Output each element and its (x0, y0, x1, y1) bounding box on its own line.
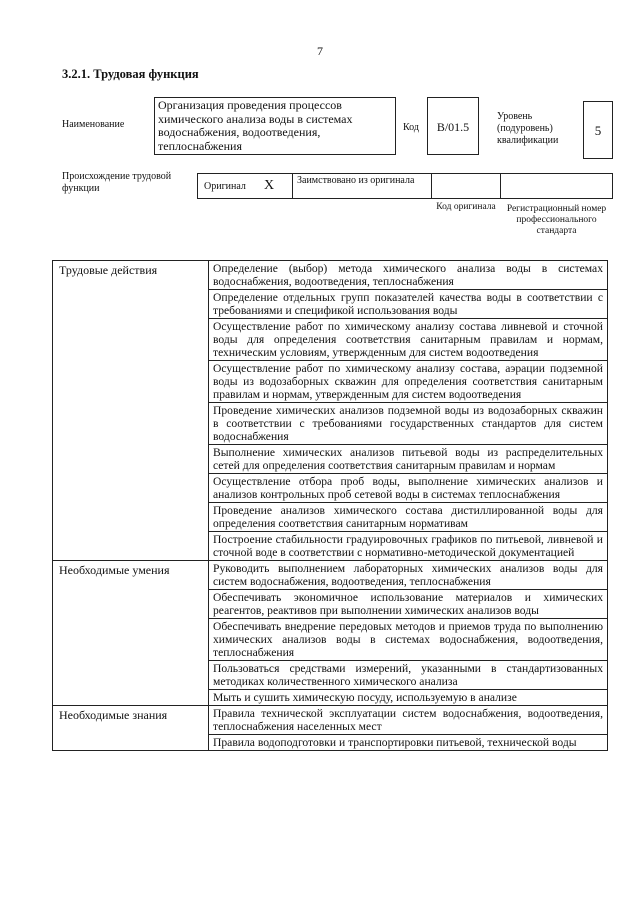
category-cell: Трудовые действия (53, 261, 209, 561)
list-item: Мыть и сушить химическую посуду, используемую в анализе (213, 691, 517, 704)
list-item: Проведение химических анализов подземной воды из водозаборных скважин в соответствии с требованиями государственных стандартов для систем водоснабжения (209, 403, 607, 445)
page-number: 7 (317, 44, 323, 58)
borrowed-cell (292, 173, 432, 199)
list-item: Пользоваться средствами измерений, указанными в стандартизованных методиках количественного химического анализа (209, 661, 607, 690)
level-value: 5 (594, 123, 602, 138)
list-item: Определение (выбор) метода химического анализа воды в системах водоснабжения, водоотведения, теплоснабжения (209, 261, 607, 290)
list-item: Руководить выполнением лабораторных химических анализов воды для систем водоснабжения, водоотведения, теплоснабжения (209, 561, 607, 590)
original-code-cell (431, 173, 501, 199)
reg-number-cell (500, 173, 613, 199)
items-cell (209, 261, 608, 561)
level-box (583, 101, 613, 159)
table-row-knowledge (53, 706, 608, 751)
list-item: Обеспечивать внедрение передовых методов и приемов труда по выполнению химических анализов воды в системах водоснабжения, водоотведения, теплоснабжения (209, 619, 607, 661)
list-item: Осуществление отбора проб воды, выполнение химических анализов и анализов контрольных проб сетевой воды в системах теплоснабжения (209, 474, 607, 503)
code-label: Код (403, 122, 419, 133)
function-name: Организация проведения процессов химического анализа воды в системах водоснабжения, водоотведения, теплоснабжения (158, 98, 353, 153)
code-box (427, 97, 479, 155)
list-item: Определение отдельных групп показателей качества воды в соответствии с требованиями и спецификой использования воды (209, 290, 607, 319)
reg-caption: Регистрационный номер профессионального стандарта (506, 204, 607, 236)
list-item: Проведение анализов химического состава дистиллированной воды для определения соответствия санитарным нормативам (209, 503, 607, 532)
list-item: Обеспечивать экономичное использование материалов и химических реагентов, реактивов при выполнении химических анализов воды (209, 590, 607, 619)
borrowed-label: Заимствовано из оригинала (297, 175, 415, 186)
list-item: Правила технической эксплуатации систем водоснабжения, водоотведения, теплоснабжения населенных мест (209, 706, 607, 735)
table-row-actions (53, 261, 608, 561)
section-title: 3.2.1. Трудовая функция (62, 67, 199, 81)
items-cell (209, 706, 608, 751)
original-label: Оригинал (204, 181, 246, 192)
category-cell: Необходимые знания (53, 706, 209, 751)
code-value: B/01.5 (436, 120, 470, 134)
original-cell (197, 173, 293, 199)
list-item: Правила водоподготовки и транспортировки питьевой, технической воды (213, 736, 577, 749)
list-item: Построение стабильности градуировочных графиков по питьевой, ливневой и сточной воде в соответствии с нормативно-методической документацией (213, 533, 603, 559)
code-caption: Код оригинала (436, 202, 496, 212)
category-cell: Необходимые умения (53, 561, 209, 706)
list-item: Осуществление работ по химическому анализу состава ливневой и сточной воды для определения соответствия санитарным правилам и нормам, техническим условиям, утвержденным для систем водоотведения (209, 319, 607, 361)
level-label: Уровень (подуровень) квалификации (497, 111, 559, 146)
list-item: Выполнение химических анализов питьевой воды из распределительных сетей для определения соответствия санитарным правилам и нормам (209, 445, 607, 474)
function-table (52, 260, 608, 751)
items-cell (209, 561, 608, 706)
table-row-skills (53, 561, 608, 706)
origin-label: Происхождение трудовой функции (62, 171, 172, 194)
function-name-box (154, 97, 396, 155)
list-item: Осуществление работ по химическому анализу состава, аэрации подземной воды из водозаборных скважин для определения соответствия санитарным правилам и нормам, утвержденным для систем водоотведения (209, 361, 607, 403)
original-mark: X (264, 178, 275, 193)
name-label: Наименование (62, 119, 125, 130)
